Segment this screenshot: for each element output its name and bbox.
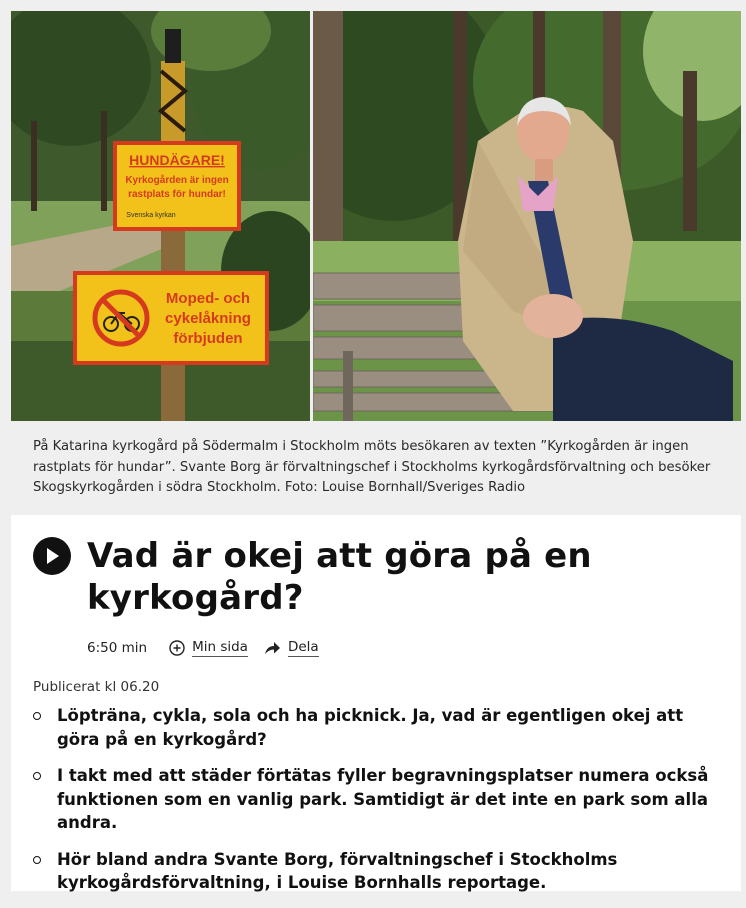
sign-moped-line1: Moped- och — [165, 290, 251, 307]
summary-item — [33, 764, 723, 835]
summary-item-text: Löpträna, cykla, sola och ha picknick. Ja, vad är egentligen okej att göra på en kyrkogård? — [57, 706, 684, 749]
share-button[interactable] — [264, 639, 319, 657]
photo-caption: På Katarina kyrkogård på Södermalm i Stockholm möts besökaren av texten ”Kyrkogården är ingen rastplats för hundar”. Svante Borg är förvaltningschef i Stockholms kyrkogårdsförvaltning och besöker Skogskyrkogården i södra Stockholm. Foto: Louise Bornhall/Sveriges Radio — [33, 439, 711, 495]
sign-brand: Svenska kyrkan — [126, 212, 176, 219]
plus-circle-icon — [169, 640, 185, 656]
summary-item-text: I takt med att städer förtätas fyller begravningsplatser numera också funktionen som en vanlig park. Samtidigt är det inte en park som alla andra. — [57, 766, 709, 832]
summary-item — [33, 848, 723, 895]
summary-item-text: Hör bland andra Svante Borg, förvaltningschef i Stockholms kyrkogårdsförvaltning, i Louise Bornhalls reportage. — [57, 849, 618, 892]
published-time: Publicerat kl 06.20 — [33, 679, 160, 695]
bullet-circle-icon — [33, 712, 41, 720]
summary-list — [33, 704, 723, 908]
my-page-label: Min sida — [192, 639, 248, 655]
bullet-circle-icon — [33, 772, 41, 780]
play-icon — [44, 547, 60, 565]
sign-moped-line2: cykelåkning — [165, 310, 251, 327]
sign-text-line1: Kyrkogården är ingen — [125, 175, 229, 186]
article-title-line1: Vad är okej att göra på en — [87, 536, 592, 576]
article-card — [11, 515, 741, 891]
sign-text-line2: rastplats för hundar! — [128, 189, 226, 200]
bullet-circle-icon — [33, 856, 41, 864]
duration-label: 6:50 min — [87, 640, 148, 656]
share-arrow-icon — [264, 641, 281, 655]
share-label: Dela — [287, 639, 319, 655]
my-page-button[interactable] — [169, 639, 248, 657]
article-title-line2: kyrkogård? — [87, 578, 304, 618]
photo-man-on-bench — [313, 11, 741, 421]
play-button[interactable] — [33, 537, 71, 575]
summary-item — [33, 704, 723, 751]
sign-heading: HUNDÄGARE! — [129, 152, 225, 168]
photo-cemetery-signs — [11, 11, 310, 421]
article-title — [87, 535, 647, 619]
sign-moped-line3: förbjuden — [173, 330, 243, 347]
article-meta — [87, 639, 335, 657]
